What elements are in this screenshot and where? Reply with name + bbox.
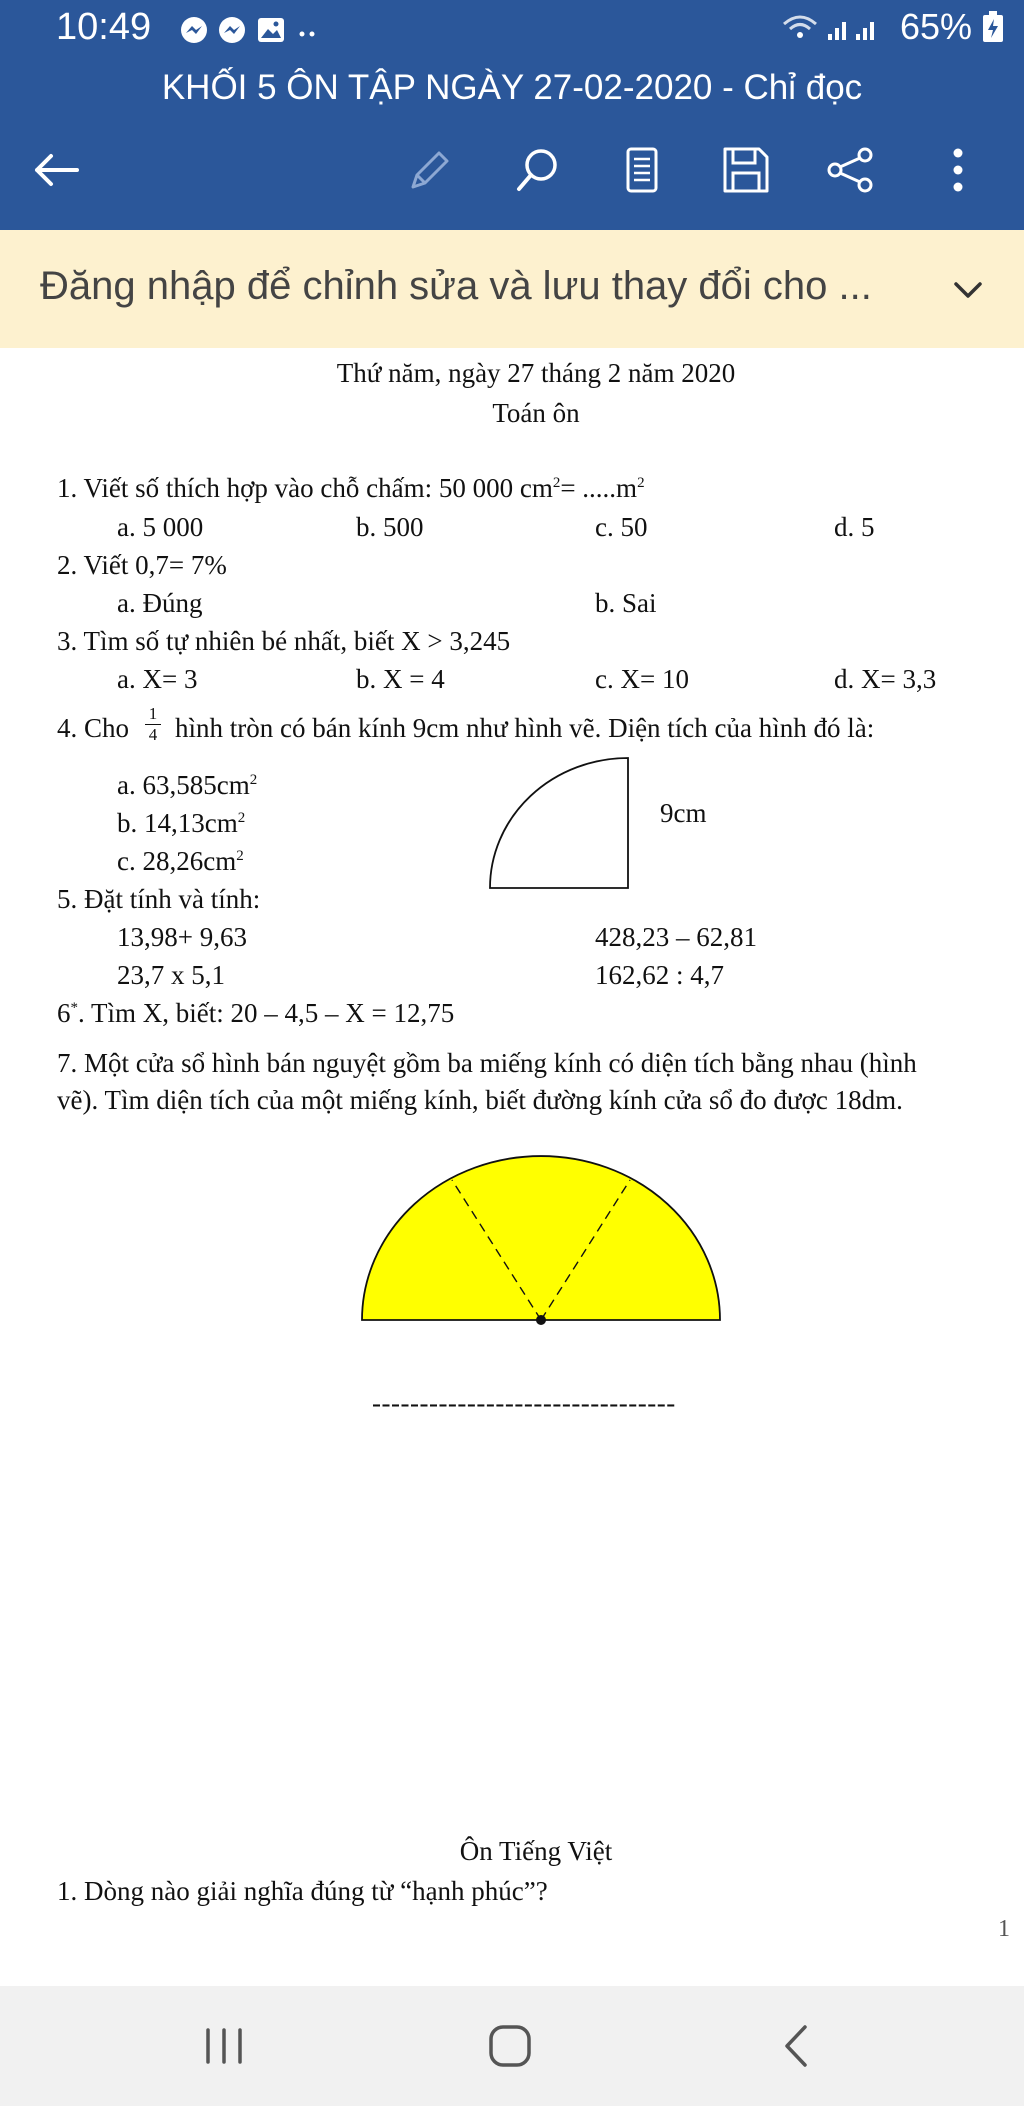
battery-percent: 65% [899,6,972,47]
q4-option-c: c. $28,26cm^2$ [117,846,244,876]
question-6: 6*. Tìm X, biết: 20 – 4,5 – X = 12,75 [57,998,455,1028]
question-7-line-2: vẽ). Tìm diện tích của một miếng kính, biết đường kính cửa sổ đo được 18dm. [57,1085,903,1115]
gallery-icon [258,18,284,42]
banner-text: Đăng nhập để chỉnh sửa và lưu thay đổi cho ... [40,264,872,308]
q4-option-a: a. $63,585cm^2$ [117,770,258,800]
back-button[interactable] [26,140,86,200]
reading-view-button[interactable] [612,140,672,200]
fraction: 1 4 [145,704,161,745]
vietnamese-section-title: Ôn Tiếng Việt [459,1836,613,1866]
back-arrow-icon [31,150,81,190]
system-navigation-bar [0,1986,1024,2106]
more-options-button[interactable] [928,140,988,200]
battery-icon [982,11,1004,43]
signal-icon [780,10,890,44]
mobile-view-icon [622,145,662,195]
question-4-text: hình tròn có bán kính 9cm như hình vẽ. Diện tích của hình đó là: [175,713,875,743]
more-notifications-icon [300,32,315,37]
app-bar [0,0,1024,230]
q2-option-b: b. Sai [595,588,657,618]
doc-subject: Toán ôn [492,398,580,428]
question-1: 1. Viết số thích hợp vào chỗ chấm: 50 000 $cm^2= .....m^2$ [57,473,645,503]
question-4-prefix: 4. Cho [57,713,130,743]
question-5: 5. Đặt tính và tính: [57,884,261,914]
q1-option-b: b. 500 [356,512,424,542]
status-bar [0,0,1024,60]
pencil-icon [405,145,455,195]
vietnamese-question-1: 1. Dòng nào giải nghĩa đúng từ “hạnh phúc”? [57,1876,548,1906]
q2-option-a: a. Đúng [117,588,203,618]
toolbar [0,140,1024,200]
q3-option-a: a. X= 3 [117,664,198,694]
q1-option-c: c. 50 [595,512,648,542]
q5-item-1: 13,98+ 9,63 [117,922,247,952]
back-nav-button[interactable] [766,2016,826,2076]
back-chevron-icon [781,2023,811,2069]
doc-date: Thứ năm, ngày 27 tháng 2 năm 2020 [336,358,736,388]
question-3: 3. Tìm số tự nhiên bé nhất, biết X > 3,245 [57,626,511,656]
semicircle-window-figure [360,1152,722,1328]
status-right [780,6,1004,48]
q3-option-c: c. X= 10 [595,664,689,694]
messenger-icon [219,17,245,43]
save-icon [721,145,771,195]
home-button[interactable] [480,2016,540,2076]
q3-option-b: b. X = 4 [356,664,445,694]
edit-button[interactable] [400,140,460,200]
share-button[interactable] [820,140,880,200]
document-page[interactable] [0,348,1024,1986]
share-icon [825,145,875,195]
quarter-circle-figure [488,756,632,890]
save-button[interactable] [716,140,776,200]
search-button[interactable] [508,140,568,200]
section-divider: -------------------------------- [372,1388,676,1418]
chevron-down-icon[interactable] [948,270,988,310]
messenger-icon [181,17,207,43]
radius-label: 9cm [660,798,707,828]
recent-apps-icon [202,2026,246,2066]
sign-in-banner[interactable] [0,230,1024,348]
q1-option-d: d. 5 [834,512,875,542]
q3-option-d: d. X= 3,3 [834,664,937,694]
status-time: 10:49 [56,6,152,48]
question-7-line-1: 7. Một cửa sổ hình bán nguyệt gồm ba miếng kính có diện tích bằng nhau (hình [57,1048,917,1078]
q5-item-2: 428,23 – 62,81 [595,922,757,952]
q5-item-4: 162,62 : 4,7 [595,960,725,990]
q4-option-b: b. $14,13cm^2$ [117,808,246,838]
notification-icons [178,14,328,53]
search-icon [513,145,563,195]
page-number: 1 [998,1916,1010,1942]
more-vertical-icon [948,145,968,195]
home-icon [487,2023,533,2069]
question-2: 2. Viết 0,7= 7% [57,550,227,580]
q1-option-a: a. 5 000 [117,512,204,542]
q5-item-3: 23,7 x 5,1 [117,960,225,990]
recent-apps-button[interactable] [194,2016,254,2076]
document-title: KHỐI 5 ÔN TẬP NGÀY 27-02-2020 - Chỉ đọc [161,68,863,107]
